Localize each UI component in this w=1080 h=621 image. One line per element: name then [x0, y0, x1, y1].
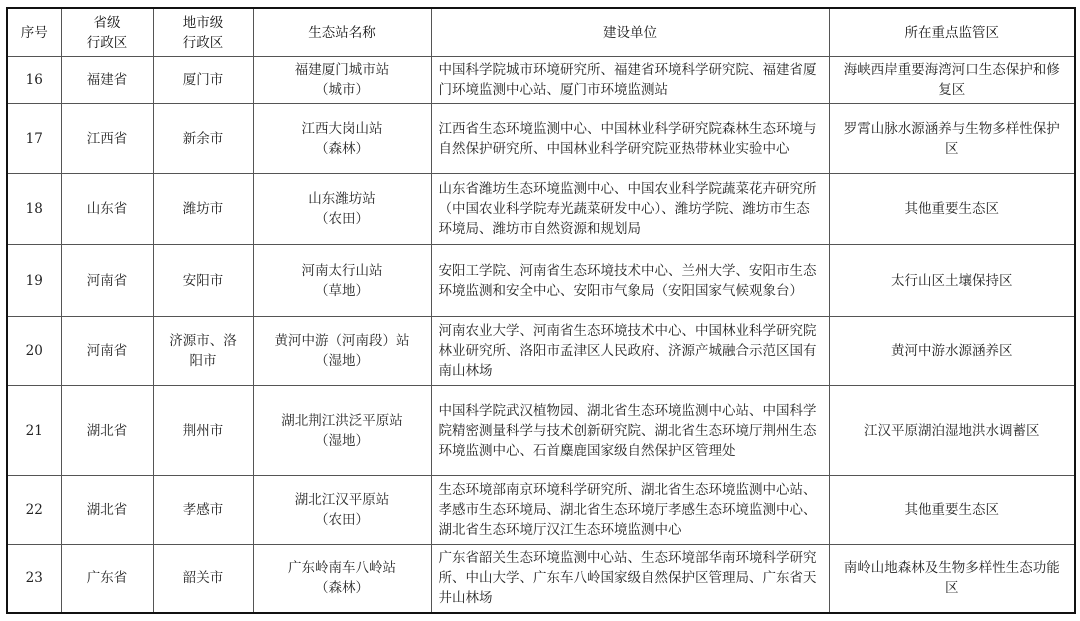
- cell-zone: [829, 245, 1075, 317]
- cell-province: [61, 245, 153, 317]
- cell-builders-text: 中国科学院城市环境研究所、福建省环境科学研究院、福建省厦门环境监测中心站、厦门市环境监测站: [438, 62, 817, 98]
- cell-station-text: （森林）: [315, 140, 369, 157]
- header-no: [7, 8, 61, 57]
- cell-builders-text: 中国科学院武汉植物园、湖北省生态环境监测中心站、中国科学院精密测量科学与技术创新研究院、湖北省生态环境厅荆州生态环境监测中心、石首麋鹿国家级自然保护区管理处: [438, 402, 817, 459]
- table-row: [7, 317, 1075, 386]
- cell-province-text: 湖北省: [86, 502, 128, 518]
- cell-no: [7, 245, 61, 317]
- cell-no: [7, 317, 61, 386]
- cell-builders-text: 山东省潍坊生态环境监测中心、中国农业科学院蔬菜花卉研究所（中国农业科学院寿光蔬菜研发中心）、潍坊学院、潍坊市生态环境局、潍坊市自然资源和规划局: [438, 181, 817, 237]
- cell-city: [153, 317, 253, 386]
- cell-station-text: 山东潍坊站: [308, 191, 376, 207]
- cell-zone: [829, 386, 1075, 476]
- cell-no-text: 16: [25, 72, 43, 88]
- cell-province: [61, 476, 153, 545]
- cell-province-text: 广东省: [86, 570, 128, 587]
- cell-city: [153, 174, 253, 245]
- cell-no: [7, 57, 61, 104]
- cell-station-text: 江西大岗山站: [301, 120, 383, 137]
- cell-no-text: 19: [25, 272, 43, 289]
- cell-province-text: 山东省: [86, 201, 128, 217]
- cell-builders: [431, 386, 829, 476]
- cell-zone: [829, 317, 1075, 386]
- cell-no-text: 18: [25, 201, 43, 217]
- cell-station-text: （草地）: [315, 282, 369, 299]
- cell-station-text: 湖北荆江洪泛平原站: [281, 412, 403, 429]
- cell-zone-text: 罗霄山脉水源涵养与生物多样性保护区: [843, 120, 1060, 157]
- cell-province: [61, 57, 153, 104]
- cell-province: [61, 174, 153, 245]
- table-row: [7, 245, 1075, 317]
- header-label: 生态站名称: [308, 24, 376, 41]
- cell-zone-text: 其他重要生态区: [904, 502, 999, 518]
- table-body: [7, 57, 1075, 613]
- table-row: [7, 57, 1075, 104]
- cell-no: [7, 104, 61, 174]
- cell-no-text: 22: [25, 502, 43, 518]
- header-label: 序号: [20, 24, 48, 41]
- cell-station: [253, 245, 431, 317]
- cell-city-text: 安阳市: [182, 272, 224, 289]
- header-label: 所在重点监管区: [904, 24, 999, 41]
- cell-no-text: 23: [25, 570, 43, 587]
- cell-station-text: （湿地）: [315, 353, 369, 369]
- cell-builders-text: 河南农业大学、河南省生态环境技术中心、中国林业科学研究院林业研究所、洛阳市孟津区人民政府、济源产城融合示范区国有南山林场: [438, 323, 817, 379]
- cell-no-text: 20: [25, 343, 43, 359]
- cell-province-text: 河南省: [86, 343, 128, 359]
- table-row: [7, 174, 1075, 245]
- cell-station-text: （森林）: [315, 580, 369, 597]
- header-label: 行政区: [86, 34, 128, 51]
- cell-city-text: 济源市、洛阳市: [169, 333, 237, 369]
- cell-zone: [829, 104, 1075, 174]
- cell-city: [153, 386, 253, 476]
- cell-province: [61, 104, 153, 174]
- cell-city: [153, 245, 253, 317]
- cell-station-text: （城市）: [315, 82, 369, 98]
- cell-builders-text: 安阳工学院、河南省生态环境技术中心、兰州大学、安阳市生态环境监测和安全中心、安阳市气象局（安阳国家气候观象台）: [438, 262, 817, 299]
- cell-station: [253, 317, 431, 386]
- cell-city-text: 新余市: [182, 130, 224, 147]
- table-row: [7, 545, 1075, 613]
- cell-station: [253, 57, 431, 104]
- cell-city: [153, 104, 253, 174]
- cell-province-text: 福建省: [86, 72, 128, 88]
- cell-zone-text: 其他重要生态区: [904, 201, 999, 217]
- cell-city-text: 潍坊市: [182, 201, 224, 217]
- cell-city-text: 荆州市: [182, 422, 224, 439]
- cell-zone: [829, 174, 1075, 245]
- cell-builders-text: 生态环境部南京环境科学研究所、湖北省生态环境监测中心站、孝感市生态环境局、湖北省生态环境厅孝感生态环境监测中心、湖北省生态环境厅汉江生态环境监测中心: [438, 482, 817, 538]
- cell-city-text: 韶关市: [182, 570, 224, 587]
- cell-province-text: 河南省: [86, 272, 128, 289]
- cell-builders: [431, 545, 829, 613]
- cell-city: [153, 57, 253, 104]
- cell-province: [61, 545, 153, 613]
- table-row: [7, 386, 1075, 476]
- cell-station: [253, 174, 431, 245]
- table-row: [7, 476, 1075, 545]
- cell-builders: [431, 317, 829, 386]
- cell-station: [253, 104, 431, 174]
- header-builders: [431, 8, 829, 57]
- cell-no: [7, 386, 61, 476]
- cell-station-text: （农田）: [315, 211, 369, 227]
- cell-city-text: 孝感市: [182, 502, 224, 518]
- cell-province: [61, 317, 153, 386]
- table-header-row: [7, 8, 1075, 57]
- cell-station-text: 河南太行山站: [301, 262, 383, 279]
- cell-province-text: 湖北省: [86, 422, 128, 439]
- cell-zone-text: 太行山区土壤保持区: [891, 272, 1013, 289]
- header-zone: [829, 8, 1075, 57]
- ecological-stations-table: [6, 7, 1076, 614]
- cell-no: [7, 476, 61, 545]
- header-city: [153, 8, 253, 57]
- cell-no: [7, 545, 61, 613]
- header-label: 省级: [93, 14, 121, 31]
- cell-station: [253, 545, 431, 613]
- cell-station: [253, 476, 431, 545]
- cell-zone-text: 南岭山地森林及生物多样性生态功能区: [843, 560, 1060, 597]
- cell-builders-text: 江西省生态环境监测中心、中国林业科学研究院森林生态环境与自然保护研究所、中国林业科学研究院亚热带林业实验中心: [438, 120, 817, 157]
- cell-zone: [829, 57, 1075, 104]
- cell-zone-text: 江汉平原湖泊湿地洪水调蓄区: [864, 422, 1040, 439]
- header-province: [61, 8, 153, 57]
- cell-station-text: 福建厦门城市站: [294, 62, 390, 78]
- cell-city: [153, 545, 253, 613]
- cell-no: [7, 174, 61, 245]
- cell-city: [153, 476, 253, 545]
- cell-builders: [431, 245, 829, 317]
- header-label: 地市级: [182, 14, 224, 31]
- cell-zone-text: 海峡西岸重要海湾河口生态保护和修复区: [843, 62, 1060, 98]
- cell-station-text: 湖北江汉平原站: [294, 492, 390, 508]
- cell-station-text: 黄河中游（河南段）站: [274, 333, 410, 349]
- cell-builders: [431, 104, 829, 174]
- cell-no-text: 17: [25, 130, 43, 147]
- cell-builders: [431, 174, 829, 245]
- cell-city-text: 厦门市: [182, 72, 224, 88]
- header-station: [253, 8, 431, 57]
- cell-province: [61, 386, 153, 476]
- cell-builders-text: 广东省韶关生态环境监测中心站、生态环境部华南环境科学研究所、中山大学、广东车八岭国家级自然保护区管理局、广东省天井山林场: [438, 550, 817, 607]
- cell-builders: [431, 476, 829, 545]
- cell-station-text: （农田）: [315, 512, 369, 528]
- table-row: [7, 104, 1075, 174]
- header-label: 建设单位: [603, 24, 657, 41]
- cell-province-text: 江西省: [86, 130, 128, 147]
- cell-zone: [829, 545, 1075, 613]
- header-label: 行政区: [182, 34, 224, 51]
- cell-station-text: （湿地）: [315, 432, 369, 449]
- cell-zone-text: 黄河中游水源涵养区: [891, 343, 1013, 359]
- cell-station-text: 广东岭南车八岭站: [288, 560, 396, 577]
- cell-zone: [829, 476, 1075, 545]
- cell-no-text: 21: [25, 422, 43, 439]
- cell-builders: [431, 57, 829, 104]
- cell-station: [253, 386, 431, 476]
